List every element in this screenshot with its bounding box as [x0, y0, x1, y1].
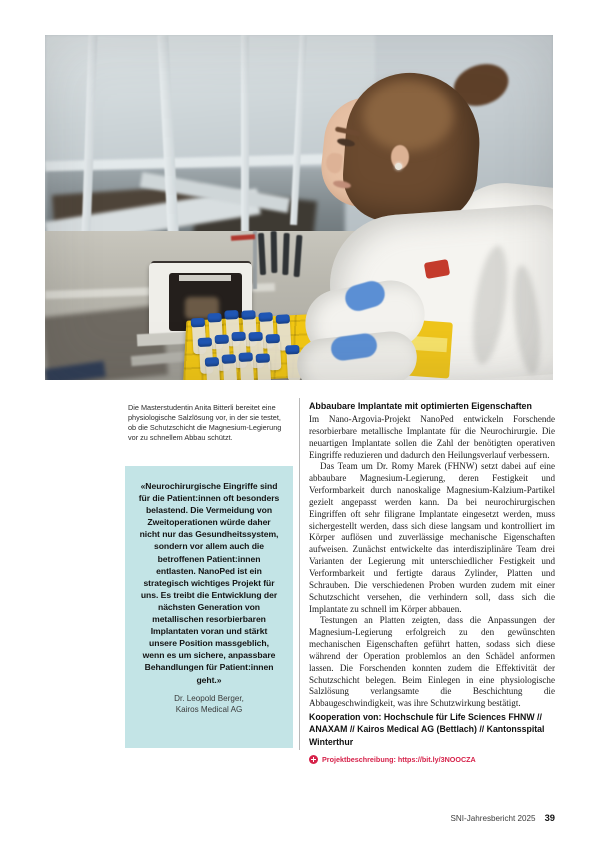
lab-photo [45, 35, 553, 380]
footer-publication: SNI-Jahresbericht 2025 [450, 814, 536, 823]
plus-circle-icon [309, 755, 318, 764]
pull-quote-affiliation: Kairos Medical AG [175, 704, 243, 714]
article-paragraph: Im Nano-Argovia-Projekt NanoPed entwickeln Forschende resorbierbare metallische Implantate für die Neurochirurgie. Die neuartigen Implantate sollen die Zahl der benötigten operativen Eingriffe reduzieren und dadurch den Heilungsverlauf verbessern. [309, 414, 555, 460]
project-link-label[interactable]: Projektbeschreibung: https://bit.ly/3NOOCZA [322, 754, 476, 764]
pull-quote-text: «Neurochirurgische Eingriffe sind für die Patient:innen oft besonders belastend. Die Vermeidung von Zweitoperationen würde daher nicht nur das Gesundheitssystem, sondern vor allem auch die betroffenen Patient:innen entlasten. NanoPed ist ein strategisch wichtiges Projekt für uns. Es treibt die Entwicklung der nächsten Generation von metallischen resorbierbaren Implantaten voran und stärkt unsere Position massgeblich, wenn es um sichere, anpassbare Behandlungen für Patient:innen geht.» [138, 481, 280, 685]
photo-caption: Die Masterstudentin Anita Bitterli bereitet eine physiologische Salzlösung vor, in der sie testet, ob die Schutzschicht die Magnesium-Legierung vor zu schnellem Abbau schützt. [128, 403, 282, 442]
pull-quote-box [125, 466, 293, 748]
cooperation-partners: Kooperation von: Hochschule für Life Sciences FHNW // ANAXAM // Kairos Medical AG (Bettlach) // Kantonsspital Winterthur [309, 712, 545, 747]
article-paragraph: Testungen an Platten zeigten, dass die Anpassungen der Magnesium-Legierung erfolgreich zu den gewünschten mechanischen Eigenschaften geführt hatten, sodass sich diese während der Operation problemlos an den Schädel anformen lassen. Die Forschenden konnten zudem die Effektivität der Schutzschicht belegen. Beim Einlegen in eine physiologische Salzlösung verlangsamte die Beschichtung die Abbaugeschwindigkeit, was ihre Schutzwirkung bestätigt. [309, 615, 555, 709]
column-divider [299, 398, 300, 750]
pull-quote-author: Dr. Leopold Berger, [174, 693, 244, 703]
article-column [309, 400, 555, 764]
article-paragraph: Das Team um Dr. Romy Marek (FHNW) setzt dabei auf eine abbaubare Magnesium-Legierung, deren Festigkeit und Verformbarkeit durch nanoskalige Magnesium-Kalzium-Partikel gezielt angepasst werden kann. Da bei neurochirurgischen Eingriffen oft sehr filigrane Implantate eingesetzt werden, muss sichergestellt werden, dass sich diese langsam und kontrolliert im Körper auflösen und zuverlässige mechanische Eigenschaften aufweisen. Zunächst entwickelte das interdisziplinäre Team drei Varianten der Legierung mit unterschiedlicher Festigkeit und Verformbarkeit und fertigte daraus Zylinder, Platten und Schrauben. Die verschiedenen Proben wurden zudem mit einer Schutzschicht versehen, die verhindern soll, dass sich die Implantate zu schnell im Körper abbauen. [309, 461, 555, 614]
article-subheading: Abbaubare Implantate mit optimierten Eigenschaften [309, 401, 532, 411]
footer-page-number: 39 [544, 812, 555, 823]
project-link-row[interactable] [309, 755, 555, 764]
page-footer [451, 812, 555, 823]
photo-vignette [45, 35, 553, 380]
